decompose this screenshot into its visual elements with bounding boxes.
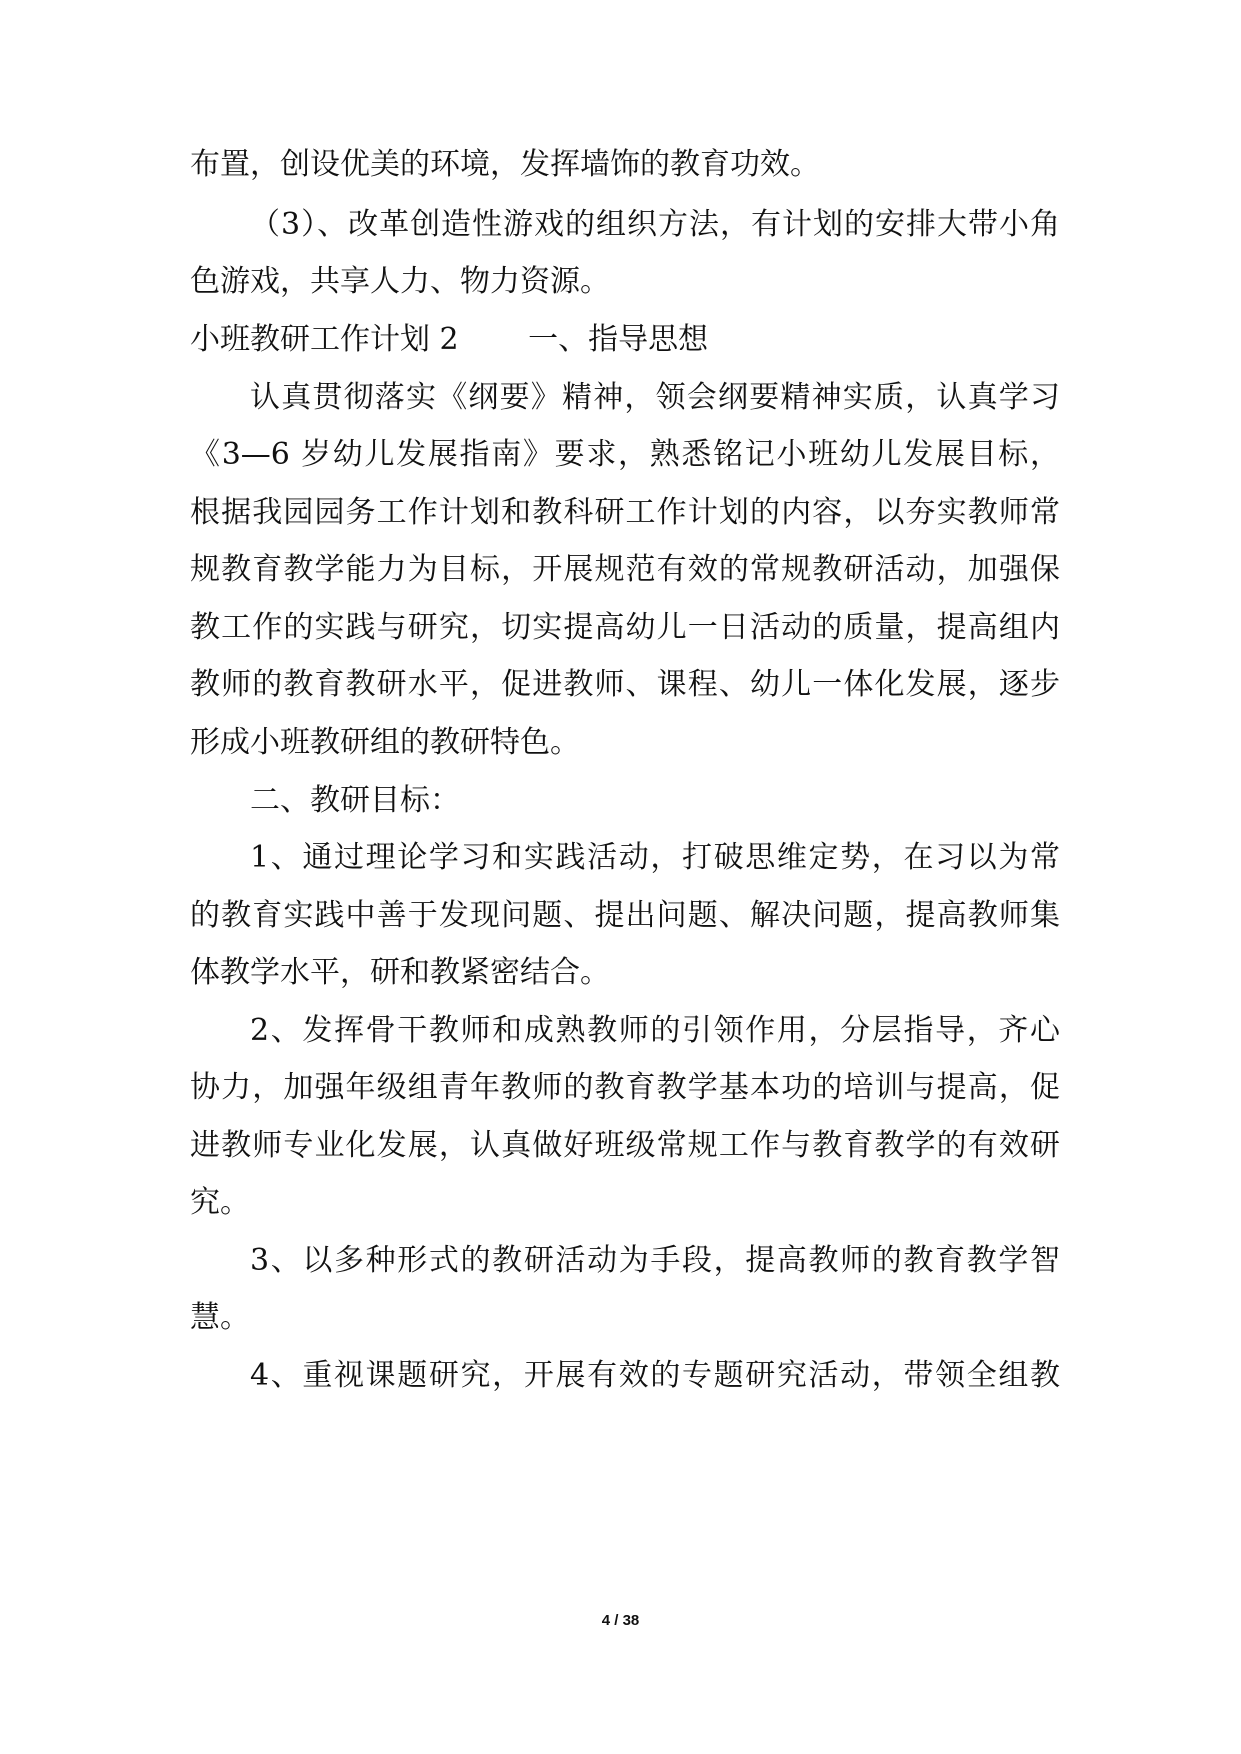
text-line: 的教育实践中善于发现问题、提出问题、解决问题，提高教师集	[190, 898, 1060, 933]
text-line: 认真贯彻落实《纲要》精神，领会纲要精神实质，认真学习	[250, 380, 1060, 415]
text-line: 《3—6 岁幼儿发展指南》要求，熟悉铭记小班幼儿发展目标，	[190, 437, 1060, 472]
text-line: 3、以多种形式的教研活动为手段，提高教师的教育教学智	[250, 1243, 1060, 1278]
text-line: 体教学水平，研和教紧密结合。	[190, 955, 610, 990]
text-line: 4、重视课题研究，开展有效的专题研究活动，带领全组教	[250, 1358, 1060, 1393]
text-line: 2、发挥骨干教师和成熟教师的引领作用，分层指导，齐心	[250, 1013, 1060, 1048]
text-line: 形成小班教研组的教研特色。	[190, 725, 580, 760]
section-heading: 小班教研工作计划 2 一、指导思想	[190, 322, 709, 357]
text-line: 进教师专业化发展，认真做好班级常规工作与教育教学的有效研	[190, 1128, 1060, 1163]
text-line: （3）、改革创造性游戏的组织方法，有计划的安排大带小角	[250, 207, 1060, 242]
section-heading: 二、教研目标：	[250, 783, 460, 818]
text-line: 规教育教学能力为目标，开展规范有效的常规教研活动，加强保	[190, 552, 1060, 587]
text-line: 色游戏，共享人力、物力资源。	[190, 264, 610, 299]
text-line: 根据我园园务工作计划和教科研工作计划的内容，以夯实教师常	[190, 495, 1060, 530]
text-line: 究。	[190, 1185, 250, 1220]
page-number: 4 / 38	[601, 1612, 640, 1629]
text-line: 布置，创设优美的环境，发挥墙饰的教育功效。	[190, 147, 820, 182]
text-line: 1、通过理论学习和实践活动，打破思维定势，在习以为常	[250, 840, 1060, 875]
text-line: 教师的教育教研水平，促进教师、课程、幼儿一体化发展，逐步	[190, 667, 1060, 702]
text-line: 教工作的实践与研究，切实提高幼儿一日活动的质量，提高组内	[190, 610, 1060, 645]
text-line: 协力，加强年级组青年教师的教育教学基本功的培训与提高，促	[190, 1070, 1060, 1105]
text-line: 慧。	[190, 1300, 250, 1335]
